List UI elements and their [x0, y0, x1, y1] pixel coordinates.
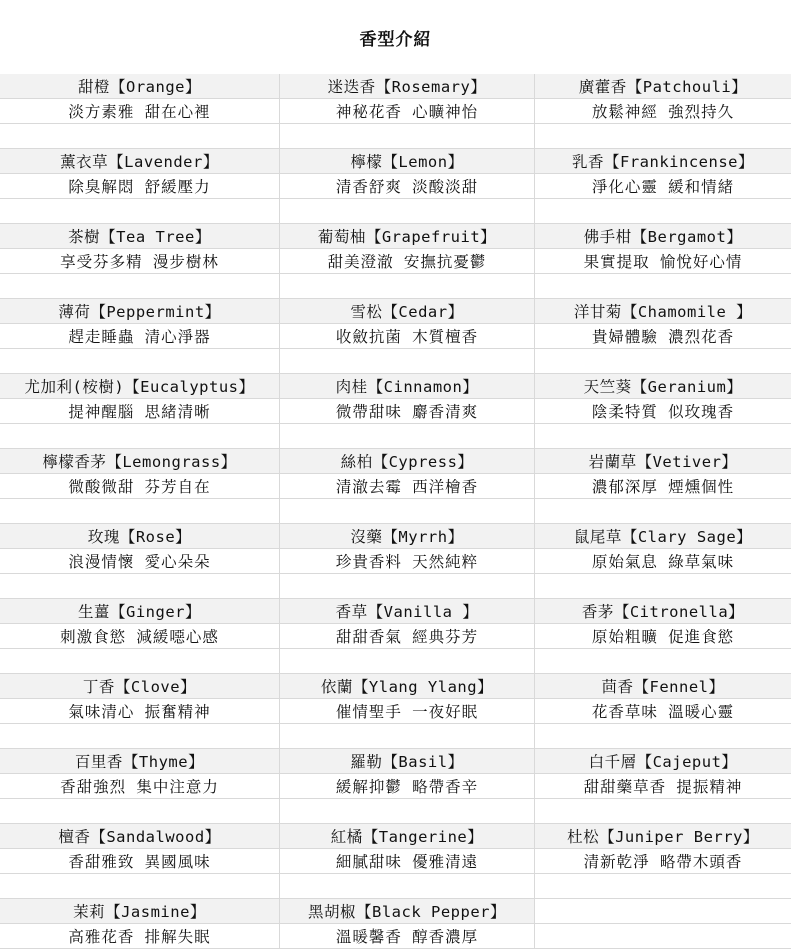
fragrance-name-cell[interactable]: 玫瑰【Rose】 — [0, 524, 280, 549]
fragrance-desc-cell[interactable]: 原始粗曠 促進食慾 — [535, 624, 791, 649]
fragrance-desc-cell[interactable]: 除臭解悶 舒緩壓力 — [0, 174, 280, 199]
empty-cell[interactable] — [280, 724, 535, 749]
fragrance-desc-cell[interactable]: 甜美澄澈 安撫抗憂鬱 — [280, 249, 535, 274]
fragrance-desc-cell[interactable]: 珍貴香料 天然純粹 — [280, 549, 535, 574]
fragrance-name-cell[interactable]: 迷迭香【Rosemary】 — [280, 74, 535, 99]
empty-cell[interactable] — [0, 424, 280, 449]
empty-cell[interactable] — [535, 649, 791, 674]
empty-cell[interactable] — [280, 874, 535, 899]
fragrance-name-cell[interactable]: 鼠尾草【Clary Sage】 — [535, 524, 791, 549]
fragrance-name-cell[interactable]: 薰衣草【Lavender】 — [0, 149, 280, 174]
fragrance-name-cell[interactable]: 茶樹【Tea Tree】 — [0, 224, 280, 249]
fragrance-desc-cell[interactable]: 甜甜藥草香 提振精神 — [535, 774, 791, 799]
fragrance-name-cell[interactable]: 葡萄柚【Grapefruit】 — [280, 224, 535, 249]
empty-cell[interactable] — [535, 499, 791, 524]
empty-cell[interactable] — [280, 499, 535, 524]
fragrance-desc-cell[interactable]: 香甜強烈 集中注意力 — [0, 774, 280, 799]
fragrance-name-cell[interactable]: 岩蘭草【Vetiver】 — [535, 449, 791, 474]
fragrance-name-cell[interactable]: 紅橘【Tangerine】 — [280, 824, 535, 849]
fragrance-desc-cell[interactable]: 果實提取 愉悅好心情 — [535, 249, 791, 274]
fragrance-name-cell[interactable]: 香茅【Citronella】 — [535, 599, 791, 624]
fragrance-desc-cell[interactable]: 溫暖馨香 醇香濃厚 — [280, 924, 535, 949]
fragrance-name-cell[interactable]: 丁香【Clove】 — [0, 674, 280, 699]
fragrance-desc-cell[interactable]: 刺激食慾 減緩噁心感 — [0, 624, 280, 649]
fragrance-desc-cell[interactable]: 淡方素雅 甜在心裡 — [0, 99, 280, 124]
fragrance-name-cell[interactable]: 肉桂【Cinnamon】 — [280, 374, 535, 399]
empty-cell[interactable] — [535, 574, 791, 599]
fragrance-desc-cell[interactable]: 微帶甜味 麝香清爽 — [280, 399, 535, 424]
empty-cell[interactable] — [535, 924, 791, 949]
fragrance-name-cell[interactable]: 雪松【Cedar】 — [280, 299, 535, 324]
fragrance-name-cell[interactable]: 尤加利(桉樹)【Eucalyptus】 — [0, 374, 280, 399]
fragrance-name-cell[interactable]: 茉莉【Jasmine】 — [0, 899, 280, 924]
fragrance-desc-cell[interactable]: 細膩甜味 優雅清遠 — [280, 849, 535, 874]
empty-cell[interactable] — [0, 799, 280, 824]
empty-cell[interactable] — [535, 424, 791, 449]
empty-cell[interactable] — [280, 649, 535, 674]
empty-cell[interactable] — [0, 574, 280, 599]
empty-cell[interactable] — [0, 274, 280, 299]
fragrance-name-cell[interactable]: 香草【Vanilla 】 — [280, 599, 535, 624]
sheet-title: 香型介紹 — [359, 29, 432, 50]
fragrance-name-cell[interactable]: 甜橙【Orange】 — [0, 74, 280, 99]
fragrance-name-cell[interactable]: 沒藥【Myrrh】 — [280, 524, 535, 549]
empty-cell[interactable] — [535, 874, 791, 899]
fragrance-name-cell[interactable]: 廣藿香【Patchouli】 — [535, 74, 791, 99]
fragrance-name-cell[interactable]: 檀香【Sandalwood】 — [0, 824, 280, 849]
fragrance-name-cell[interactable]: 黑胡椒【Black Pepper】 — [280, 899, 535, 924]
fragrance-name-cell[interactable]: 茴香【Fennel】 — [535, 674, 791, 699]
empty-cell[interactable] — [0, 349, 280, 374]
fragrance-desc-cell[interactable]: 濃郁深厚 煙燻個性 — [535, 474, 791, 499]
fragrance-name-cell[interactable]: 生薑【Ginger】 — [0, 599, 280, 624]
fragrance-name-cell[interactable]: 檸檬香茅【Lemongrass】 — [0, 449, 280, 474]
empty-cell[interactable] — [280, 124, 535, 149]
fragrance-desc-cell[interactable]: 貴婦體驗 濃烈花香 — [535, 324, 791, 349]
fragrance-name-cell[interactable]: 洋甘菊【Chamomile 】 — [535, 299, 791, 324]
empty-cell[interactable] — [280, 424, 535, 449]
empty-cell[interactable] — [280, 349, 535, 374]
fragrance-desc-cell[interactable]: 趕走睡蟲 清心淨器 — [0, 324, 280, 349]
fragrance-desc-cell[interactable]: 淨化心靈 緩和情緒 — [535, 174, 791, 199]
empty-cell[interactable] — [0, 499, 280, 524]
fragrance-desc-cell[interactable]: 香甜雅致 異國風味 — [0, 849, 280, 874]
fragrance-desc-cell[interactable]: 浪漫情懷 愛心朵朵 — [0, 549, 280, 574]
fragrance-name-cell[interactable]: 依蘭【Ylang Ylang】 — [280, 674, 535, 699]
fragrance-name-cell[interactable]: 佛手柑【Bergamot】 — [535, 224, 791, 249]
fragrance-name-cell[interactable]: 羅勒【Basil】 — [280, 749, 535, 774]
fragrance-desc-cell[interactable]: 享受芬多精 漫步樹林 — [0, 249, 280, 274]
fragrance-desc-cell[interactable]: 放鬆神經 強烈持久 — [535, 99, 791, 124]
fragrance-desc-cell[interactable]: 氣味清心 振奮精神 — [0, 699, 280, 724]
empty-cell[interactable] — [0, 124, 280, 149]
empty-cell[interactable] — [0, 724, 280, 749]
empty-cell[interactable] — [0, 874, 280, 899]
fragrance-name-cell[interactable]: 絲柏【Cypress】 — [280, 449, 535, 474]
fragrance-desc-cell[interactable]: 甜甜香氣 經典芬芳 — [280, 624, 535, 649]
fragrance-desc-cell[interactable]: 清澈去霉 西洋檜香 — [280, 474, 535, 499]
fragrance-name-cell[interactable]: 薄荷【Peppermint】 — [0, 299, 280, 324]
empty-cell[interactable] — [535, 724, 791, 749]
empty-cell[interactable] — [280, 274, 535, 299]
empty-cell[interactable] — [280, 574, 535, 599]
fragrance-name-cell[interactable]: 百里香【Thyme】 — [0, 749, 280, 774]
fragrance-desc-cell[interactable]: 花香草味 溫暖心靈 — [535, 699, 791, 724]
fragrance-name-cell[interactable]: 天竺葵【Geranium】 — [535, 374, 791, 399]
fragrance-desc-cell[interactable]: 緩解抑鬱 略帶香辛 — [280, 774, 535, 799]
fragrance-desc-cell[interactable]: 清香舒爽 淡酸淡甜 — [280, 174, 535, 199]
empty-cell[interactable] — [0, 649, 280, 674]
fragrance-name-cell[interactable]: 白千層【Cajeput】 — [535, 749, 791, 774]
fragrance-desc-cell[interactable]: 高雅花香 排解失眠 — [0, 924, 280, 949]
empty-cell[interactable] — [535, 199, 791, 224]
fragrance-name-cell[interactable]: 乳香【Frankincense】 — [535, 149, 791, 174]
fragrance-desc-cell[interactable]: 收斂抗菌 木質檀香 — [280, 324, 535, 349]
empty-cell[interactable] — [535, 274, 791, 299]
empty-cell[interactable] — [535, 349, 791, 374]
fragrance-name-cell[interactable]: 檸檬【Lemon】 — [280, 149, 535, 174]
fragrance-desc-cell[interactable]: 催情聖手 一夜好眠 — [280, 699, 535, 724]
empty-cell[interactable] — [535, 899, 791, 924]
fragrance-desc-cell[interactable]: 陰柔特質 似玫瑰香 — [535, 399, 791, 424]
fragrance-desc-cell[interactable]: 原始氣息 綠草氣味 — [535, 549, 791, 574]
empty-cell[interactable] — [535, 799, 791, 824]
fragrance-desc-cell[interactable]: 神秘花香 心曠神怡 — [280, 99, 535, 124]
fragrance-desc-cell[interactable]: 清新乾淨 略帶木頭香 — [535, 849, 791, 874]
fragrance-name-cell[interactable]: 杜松【Juniper Berry】 — [535, 824, 791, 849]
fragrance-desc-cell[interactable]: 提神醒腦 思緒清晰 — [0, 399, 280, 424]
empty-cell[interactable] — [280, 799, 535, 824]
empty-cell[interactable] — [0, 199, 280, 224]
fragrance-desc-cell[interactable]: 微酸微甜 芬芳自在 — [0, 474, 280, 499]
empty-cell[interactable] — [535, 124, 791, 149]
empty-cell[interactable] — [280, 199, 535, 224]
